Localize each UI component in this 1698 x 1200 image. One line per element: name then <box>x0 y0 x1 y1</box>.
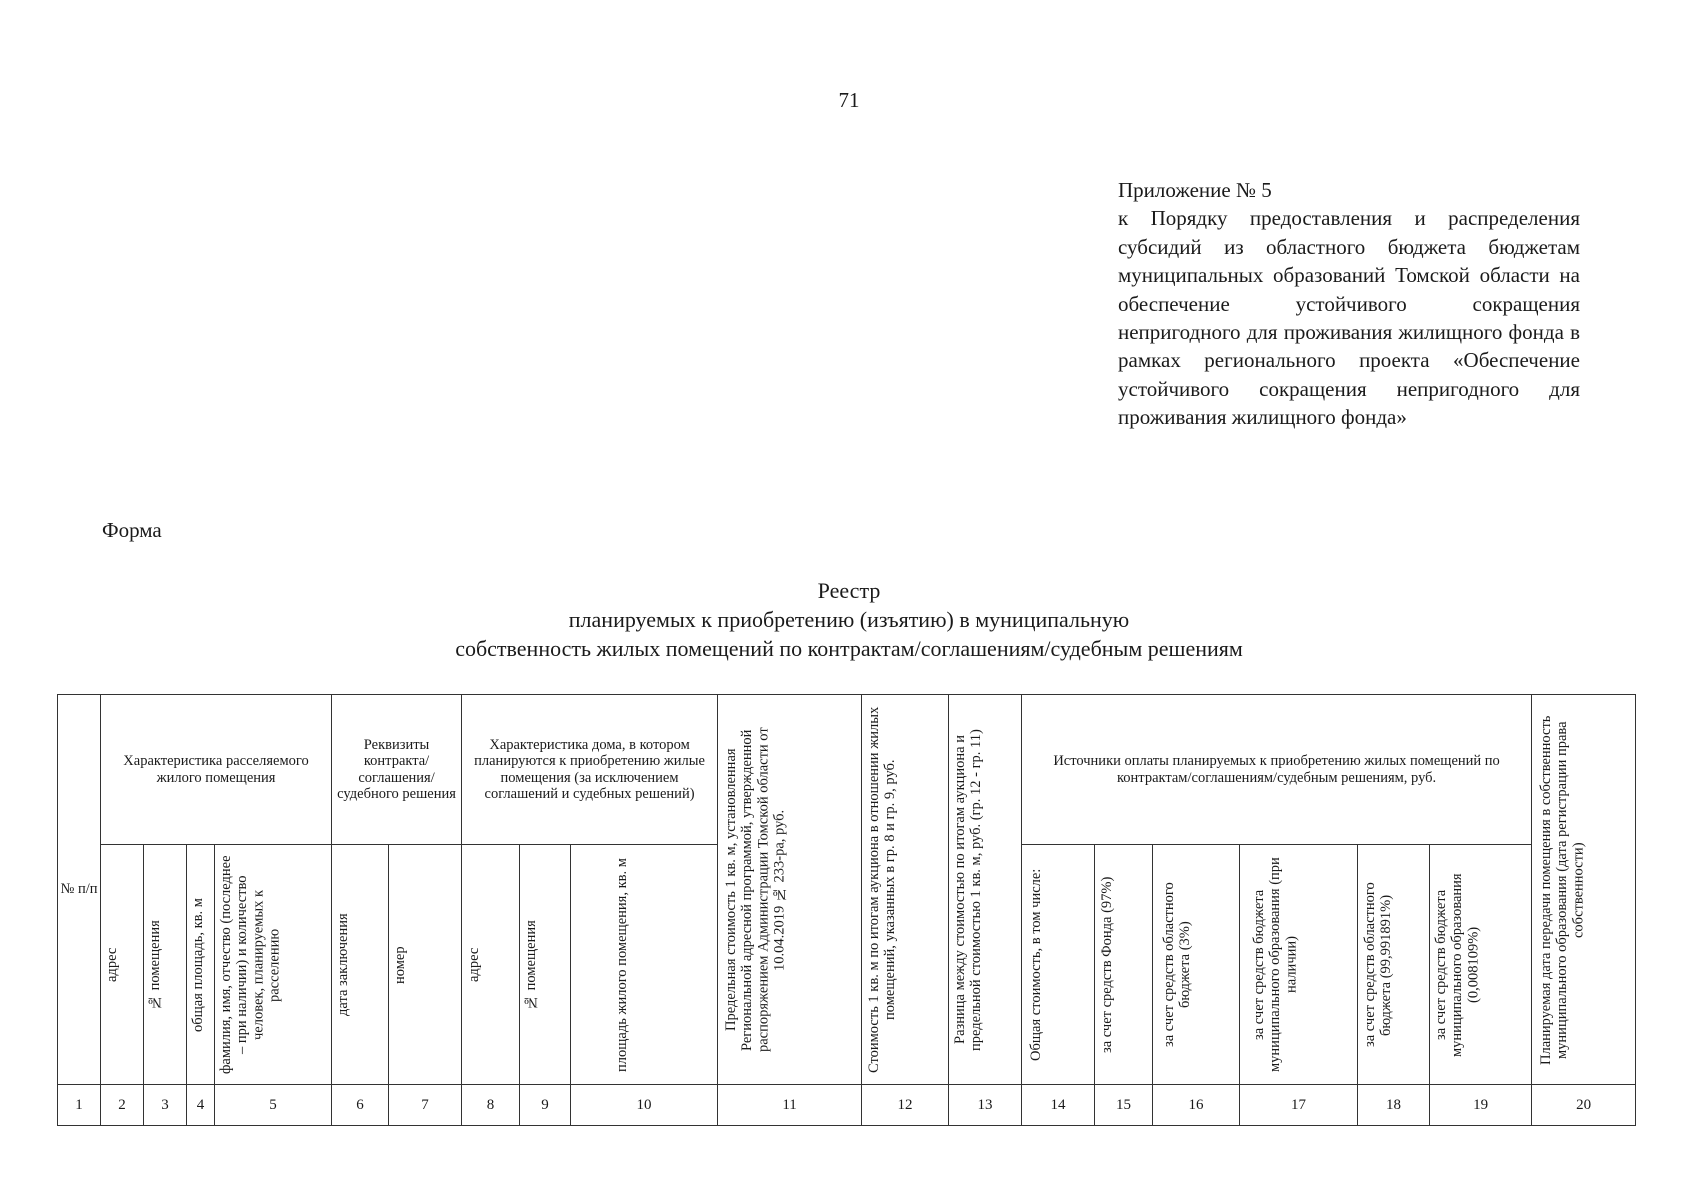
header-col-1: № п/п <box>58 695 101 1085</box>
header-col-7 <box>389 845 462 1085</box>
header-col-3 <box>144 845 187 1085</box>
header-col-4 <box>187 845 215 1085</box>
col-number: 17 <box>1240 1085 1358 1126</box>
registry-title-line1: Реестр <box>817 578 881 603</box>
header-col-15-text: за счет средств Фонда (97%) <box>1098 876 1115 1053</box>
registry-title <box>0 576 1698 663</box>
header-col-19-text: за счет средств бюджета муниципального образования (0,008109%) <box>1432 872 1482 1057</box>
header-col-9 <box>520 845 571 1085</box>
col-number: 7 <box>389 1085 462 1126</box>
header-col-15 <box>1095 845 1153 1085</box>
header-col-18 <box>1358 845 1430 1085</box>
header-col-8-text: адрес <box>465 947 482 982</box>
header-col-11-text: Предельная стоимость 1 кв. м, установленная Региональной адресной программой, утвержденной распоряжением Администрации Томской области от 10.04.2019 № 233-ра, руб. <box>722 727 788 1052</box>
header-col-14-text: Общая стоимость, в том числе: <box>1028 868 1045 1061</box>
header-col-10 <box>571 845 718 1085</box>
header-col-16 <box>1153 845 1240 1085</box>
registry-table <box>57 694 1636 1126</box>
header-col-4-text: общая площадь, кв. м <box>189 897 206 1032</box>
header-col-6 <box>332 845 389 1085</box>
col-number: 4 <box>187 1085 215 1126</box>
header-group-contract: Реквизиты контракта/ соглашения/ судебного решения <box>332 695 462 845</box>
appendix-block <box>1118 176 1580 432</box>
header-col-17-text: за счет средств бюджета муниципального образования (при наличии) <box>1250 857 1300 1072</box>
col-number: 5 <box>215 1085 332 1126</box>
header-col-8 <box>462 845 520 1085</box>
header-group-sources: Источники оплаты планируемых к приобретению жилых помещений по контрактам/соглашениям/судебным решениям, руб. <box>1022 695 1532 845</box>
col-number: 13 <box>949 1085 1022 1126</box>
col-number: 20 <box>1532 1085 1636 1126</box>
header-col-10-text: площадь жилого помещения, кв. м <box>614 857 631 1072</box>
col-number: 2 <box>101 1085 144 1126</box>
column-number-row <box>58 1085 1636 1126</box>
col-number: 3 <box>144 1085 187 1126</box>
header-col-20 <box>1532 695 1636 1085</box>
header-col-5 <box>215 845 332 1085</box>
appendix-title: Приложение № 5 <box>1118 178 1272 202</box>
header-col-7-text: номер <box>392 945 409 984</box>
col-number: 15 <box>1095 1085 1153 1126</box>
col-number: 18 <box>1358 1085 1430 1126</box>
header-col-20-text: Планируемая дата передачи помещения в собственность муниципального образования (дата регистрации права собственности) <box>1537 714 1587 1065</box>
registry-title-line2: планируемых к приобретению (изъятию) в муниципальную <box>568 607 1130 632</box>
page-number: 71 <box>838 88 860 112</box>
header-col-18-text: за счет средств областного бюджета (99,991891%) <box>1361 882 1394 1047</box>
col-number: 9 <box>520 1085 571 1126</box>
header-col-3-text: № помещения <box>147 919 163 1010</box>
header-col-2 <box>101 845 144 1085</box>
header-group-dwelling: Характеристика расселяемого жилого помещения <box>101 695 332 845</box>
form-label: Форма <box>102 518 162 542</box>
header-col-9-text: № помещения <box>523 919 540 1010</box>
col-number: 6 <box>332 1085 389 1126</box>
appendix-body: к Порядку предоставления и распределения субсидий из областного бюджета бюджетам муниципальных образований Томской области на обеспечение устойчивого сокращения непригодного для проживания жилищного фонда в рамках регионального проекта «Обеспечение устойчивого сокращения непригодного для проживания жилищного фонда» <box>1118 206 1580 430</box>
header-col-13-text: Разница между стоимостью по итогам аукциона и предельной стоимостью 1 кв. м, руб. (гр. 12 - гр. 11) <box>952 728 985 1051</box>
col-number: 14 <box>1022 1085 1095 1126</box>
header-col-6-text: дата заключения <box>335 913 352 1016</box>
col-number: 10 <box>571 1085 718 1126</box>
header-col-12 <box>862 695 949 1085</box>
header-col-2-text: адрес <box>104 947 120 982</box>
col-number: 19 <box>1430 1085 1532 1126</box>
header-group-house: Характеристика дома, в котором планируются к приобретению жилые помещения (за исключением соглашений и судебных решений) <box>462 695 718 845</box>
col-number: 1 <box>58 1085 101 1126</box>
header-col-16-text: за счет средств областного бюджета (3%) <box>1161 882 1194 1047</box>
registry-title-line3: собственность жилых помещений по контрактам/соглашениям/судебным решениям <box>455 636 1243 661</box>
header-col-14 <box>1022 845 1095 1085</box>
col-number: 16 <box>1153 1085 1240 1126</box>
header-col-19 <box>1430 845 1532 1085</box>
col-number: 11 <box>718 1085 862 1126</box>
col-number: 8 <box>462 1085 520 1126</box>
header-col-12-text: Стоимость 1 кв. м по итогам аукциона в отношении жилых помещений, указанных в гр. 8 и гр. 9, руб. <box>866 706 899 1073</box>
header-col-5-text: фамилия, имя, отчество (последнее – при наличии) и количество человек, планируемых к расселению <box>218 855 283 1074</box>
col-number: 12 <box>862 1085 949 1126</box>
header-col-11 <box>718 695 862 1085</box>
header-col-17 <box>1240 845 1358 1085</box>
header-col-13 <box>949 695 1022 1085</box>
